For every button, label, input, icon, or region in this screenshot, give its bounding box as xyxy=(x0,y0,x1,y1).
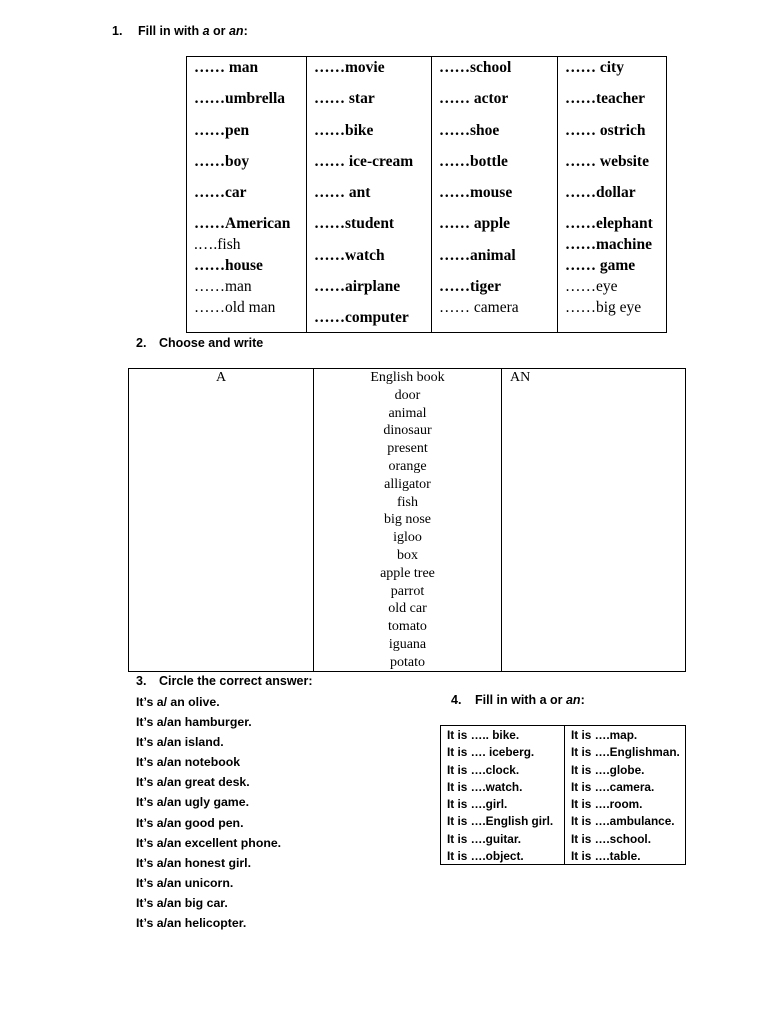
exercise-1-cell: ……house xyxy=(194,257,263,274)
word-item: fish xyxy=(397,494,418,510)
exercise-4-item: It is …. iceberg. xyxy=(447,745,535,760)
exercise-1-cell: …… apple xyxy=(439,215,511,232)
word-item: dinosaur xyxy=(383,423,432,439)
word-item: tomato xyxy=(388,619,427,635)
exercise-4-number: 4. xyxy=(451,693,462,707)
exercise-1-cell: ……big eye xyxy=(565,299,642,316)
exercise-1-title-prefix: Fill in with xyxy=(138,24,203,38)
exercise-1-cell: …… actor xyxy=(439,90,509,107)
exercise-4-column-right xyxy=(564,726,685,864)
exercise-2-column-an xyxy=(501,369,685,671)
exercise-1-cell: ……old man xyxy=(194,299,276,316)
exercise-1-cell: ……dollar xyxy=(565,184,636,201)
exercise-4-item: It is ….map. xyxy=(571,728,638,742)
exercise-4-title-an: an xyxy=(565,693,581,707)
exercise-4-item: It is ….. bike. xyxy=(447,728,520,742)
word-item: animal xyxy=(388,405,427,421)
exercise-1-cell: …… camera xyxy=(439,299,519,316)
exercise-4-item: It is ….girl. xyxy=(447,797,508,812)
exercise-1-cell: ……tiger xyxy=(439,278,501,295)
exercise-1-cell: .….fish xyxy=(194,236,241,253)
exercise-4-item: It is ….Englishman. xyxy=(571,745,680,760)
exercise-2-column-a xyxy=(129,369,313,671)
exercise-1-column-4 xyxy=(557,57,666,332)
exercise-2-word-list xyxy=(313,369,501,671)
exercise-3-item: It’s a/an island. xyxy=(136,735,224,750)
exercise-1-column-1 xyxy=(187,57,306,332)
exercise-2-header-a: A xyxy=(215,370,227,385)
word-item: iguana xyxy=(388,636,427,652)
exercise-1-cell: ……teacher xyxy=(565,90,646,107)
exercise-3-heading xyxy=(136,674,313,688)
word-item: parrot xyxy=(390,583,425,599)
exercise-3-title: Circle the correct answer: xyxy=(159,674,313,688)
exercise-3-item: It’s a/an unicorn. xyxy=(136,875,234,890)
exercise-1-cell: ……American xyxy=(194,215,291,232)
word-item: box xyxy=(397,547,418,563)
exercise-1-title-or: or xyxy=(209,24,229,38)
exercise-4-title-colon: : xyxy=(580,693,585,707)
exercise-4-title-prefix: Fill in with a or xyxy=(475,693,566,707)
exercise-1-cell: ……man xyxy=(194,278,252,295)
exercise-1-cell: ……mouse xyxy=(439,184,513,201)
exercise-4-heading xyxy=(451,693,585,707)
exercise-3-item: It’s a/an honest girl. xyxy=(136,855,252,870)
exercise-1-cell: ……movie xyxy=(314,59,385,76)
exercise-1-cell: ……elephant xyxy=(565,215,653,232)
exercise-4-item: It is ….guitar. xyxy=(447,831,522,846)
exercise-1-title-an: an xyxy=(228,24,244,38)
exercise-1-cell: ……computer xyxy=(314,309,409,326)
exercise-1-cell: ……car xyxy=(194,184,247,201)
exercise-3-number: 3. xyxy=(136,674,147,688)
exercise-1-cell: ……shoe xyxy=(439,122,500,139)
exercise-4-item: It is ….camera. xyxy=(571,779,655,794)
exercise-4-item: It is ….globe. xyxy=(571,762,645,777)
word-item: door xyxy=(394,387,421,403)
exercise-1-cell: ……pen xyxy=(194,122,250,139)
word-item: English book xyxy=(370,370,445,385)
exercise-1-cell: ……animal xyxy=(439,247,516,264)
exercise-4-item: It is ….watch. xyxy=(447,779,523,794)
exercise-1-title-a: a xyxy=(202,24,210,38)
exercise-1-cell: ……machine xyxy=(565,236,652,253)
exercise-1-cell: ……boy xyxy=(194,153,250,170)
word-item: old car xyxy=(388,601,427,617)
exercise-1-cell: ……school xyxy=(439,59,512,76)
exercise-3-item: It’s a/ an olive. xyxy=(136,695,220,709)
exercise-4-item: It is ….English girl. xyxy=(447,814,554,829)
exercise-4-table xyxy=(440,725,686,865)
exercise-1-table xyxy=(186,56,667,333)
exercise-3-item: It’s a/an hamburger. xyxy=(136,715,252,730)
exercise-1-cell: …… man xyxy=(194,59,259,76)
exercise-1-cell: …… city xyxy=(565,59,624,76)
exercise-3-item: It’s a/an excellent phone. xyxy=(136,835,282,850)
exercise-1-cell: …… website xyxy=(565,153,649,170)
exercise-2-number: 2. xyxy=(136,336,147,350)
exercise-1-cell: ……umbrella xyxy=(194,90,285,107)
word-item: potato xyxy=(390,654,425,670)
exercise-2-table xyxy=(128,368,686,672)
exercise-4-item: It is ….school. xyxy=(571,831,651,846)
word-item: present xyxy=(387,441,428,457)
exercise-4-item: It is ….object. xyxy=(447,849,524,864)
exercise-1-cell: ……student xyxy=(314,215,395,232)
exercise-1-cell: …… star xyxy=(314,90,375,107)
exercise-4-item: It is ….ambulance. xyxy=(571,814,675,829)
exercise-3-item: It’s a/an great desk. xyxy=(136,775,250,790)
exercise-1-column-3 xyxy=(431,57,557,332)
exercise-1-cell: ……watch xyxy=(314,247,385,264)
exercise-1-cell: …… ant xyxy=(314,184,371,201)
exercise-1-cell: ……airplane xyxy=(314,278,401,295)
exercise-1-heading xyxy=(112,24,248,38)
exercise-4-item: It is ….room. xyxy=(571,797,643,812)
exercise-1-cell: …… ice-cream xyxy=(314,153,414,170)
word-item: alligator xyxy=(384,476,431,492)
exercise-4-item: It is ….clock. xyxy=(447,762,520,777)
exercise-2-title: Choose and write xyxy=(159,336,264,350)
exercise-3-item: It’s a/an good pen. xyxy=(136,815,244,830)
exercise-3-list xyxy=(136,692,281,933)
exercise-1-cell: ……bike xyxy=(314,122,374,139)
exercise-1-cell: ……eye xyxy=(565,278,618,295)
exercise-2-header-an: AN xyxy=(510,370,531,385)
exercise-1-cell: …… ostrich xyxy=(565,122,646,139)
word-item: big nose xyxy=(383,512,432,528)
exercise-1-cell: …… game xyxy=(565,257,636,274)
exercise-1-column-2 xyxy=(306,57,431,332)
exercise-4-item: It is ….table. xyxy=(571,849,641,864)
exercise-1-number: 1. xyxy=(112,24,123,38)
exercise-1-title-colon: : xyxy=(243,24,248,38)
word-item: orange xyxy=(388,458,427,474)
exercise-3-item: It’s a/an ugly game. xyxy=(136,795,249,810)
exercise-1-cell: ……bottle xyxy=(439,153,508,170)
word-item: apple tree xyxy=(380,565,435,581)
exercise-4-column-left xyxy=(441,726,564,864)
exercise-3-item: It’s a/an notebook xyxy=(136,755,241,770)
exercise-2-heading xyxy=(136,336,263,350)
word-item: igloo xyxy=(393,530,422,546)
exercise-3-item: It’s a/an helicopter. xyxy=(136,916,247,931)
exercise-3-item: It’s a/an big car. xyxy=(136,895,228,910)
